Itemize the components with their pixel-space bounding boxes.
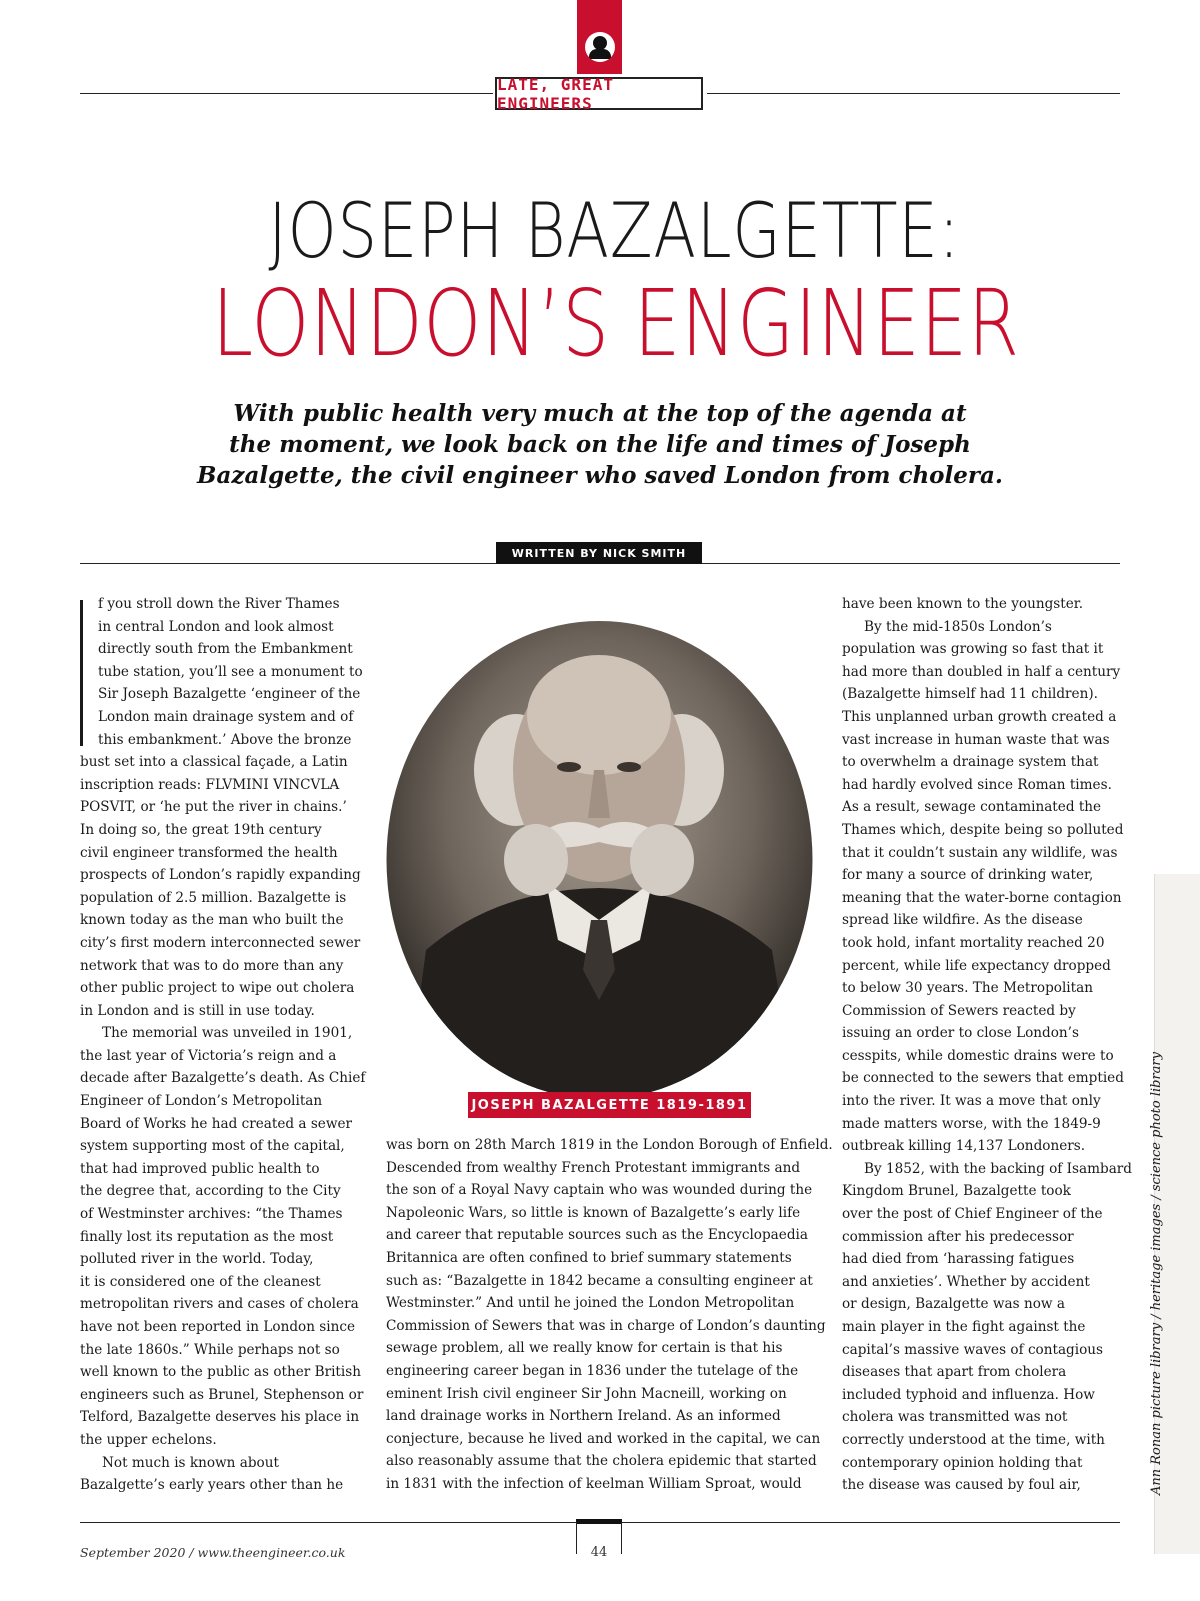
- text-line: Bazalgette’s early years other than he: [80, 1477, 344, 1494]
- text-line: the upper echelons.: [80, 1431, 217, 1448]
- text-line: f you stroll down the River Thames: [98, 596, 340, 612]
- text-line: This unplanned urban growth created a: [842, 708, 1117, 725]
- text-line: also reasonably assume that the cholera epidemic that started: [386, 1453, 817, 1470]
- standfirst-line: With public health very much at the top of the agenda at: [233, 400, 967, 427]
- text-line: London main drainage system and of: [98, 708, 354, 725]
- text-line: had more than doubled in half a century: [842, 663, 1121, 680]
- portrait-photo: [386, 620, 813, 1100]
- text-line: POSVIT, or ‘he put the river in chains.’: [80, 799, 347, 816]
- text-line: the son of a Royal Navy captain who was wounded during the: [386, 1182, 813, 1199]
- text-line: be connected to the sewers that emptied: [842, 1070, 1124, 1087]
- text-line: included typhoid and influenza. How: [842, 1386, 1095, 1403]
- text-line: had died from ‘harassing fatigues: [842, 1251, 1075, 1268]
- portrait-caption: JOSEPH BAZALGETTE 1819-1891: [468, 1092, 751, 1118]
- text-line: in 1831 with the infection of keelman William Sproat, would: [386, 1475, 802, 1492]
- portrait-eye-left: [557, 762, 581, 772]
- text-line: cesspits, while domestic drains were to: [842, 1047, 1114, 1064]
- text-line: civil engineer transformed the health: [80, 844, 338, 861]
- text-line: the degree that, according to the City: [80, 1183, 341, 1200]
- text-line: to overwhelm a drainage system that: [842, 754, 1099, 771]
- text-line: Telford, Bazalgette deserves his place in: [80, 1409, 360, 1426]
- text-line: have not been reported in London since: [80, 1319, 356, 1335]
- text-line: percent, while life expectancy dropped: [842, 957, 1111, 974]
- title-line-2: LONDON’S ENGINEER: [212, 270, 1020, 377]
- text-line: took hold, infant mortality reached 20: [842, 934, 1105, 951]
- text-line: (Bazalgette himself had 11 children).: [842, 686, 1098, 703]
- standfirst-line: Bazalgette, the civil engineer who saved London from cholera.: [197, 462, 1003, 489]
- text-line: in London and is still in use today.: [80, 1002, 315, 1019]
- text-line: finally lost its reputation as the most: [80, 1228, 334, 1245]
- text-line: of Westminster archives: “the Thames: [80, 1206, 343, 1223]
- text-line: system supporting most of the capital,: [80, 1138, 345, 1155]
- body-column-right: [842, 593, 1132, 1497]
- byline: WRITTEN BY NICK SMITH: [496, 542, 702, 564]
- text-line: population of 2.5 million. Bazalgette is: [80, 889, 347, 906]
- text-line: By 1852, with the backing of Isambard: [864, 1160, 1132, 1177]
- text-line: network that was to do more than any: [80, 957, 344, 974]
- text-line: to below 30 years. The Metropolitan: [842, 980, 1093, 997]
- text-line: capital’s massive waves of contagious: [842, 1341, 1104, 1358]
- text-line: land drainage works in Northern Ireland. As an informed: [386, 1408, 781, 1425]
- text-line: Not much is known about: [102, 1454, 279, 1471]
- text-line: commission after his predecessor: [842, 1228, 1074, 1245]
- text-line: contemporary opinion holding that: [842, 1454, 1083, 1471]
- text-line: such as: “Bazalgette in 1842 became a consulting engineer at: [386, 1272, 813, 1289]
- text-line: By the mid-1850s London’s: [864, 618, 1052, 635]
- text-line: that had improved public health to: [80, 1160, 320, 1177]
- text-line: prospects of London’s rapidly expanding: [80, 867, 361, 884]
- text-line: population was growing so fast that it: [842, 641, 1104, 658]
- text-line: the last year of Victoria’s reign and a: [80, 1047, 337, 1064]
- text-line: other public project to wipe out cholera: [80, 980, 355, 997]
- text-line: engineering career began in 1836 under the tutelage of the: [386, 1362, 799, 1379]
- header-rule-right: [707, 93, 1120, 94]
- text-line: eminent Irish civil engineer Sir John Macneill, working on: [386, 1385, 787, 1402]
- body-column-middle: [386, 1134, 833, 1496]
- text-line: and anxieties’. Whether by accident: [842, 1273, 1090, 1290]
- text-line: bust set into a classical façade, a Latin: [80, 754, 348, 771]
- text-line: for many a source of drinking water,: [842, 867, 1094, 884]
- text-line: sewage problem, all we really know for certain is that his: [386, 1340, 783, 1357]
- text-line: Britannica are often confined to brief summary statements: [386, 1249, 792, 1266]
- page-number: 44: [590, 1545, 608, 1560]
- body-column-left: [80, 593, 366, 1497]
- header-rule-left: [80, 93, 493, 94]
- portrait-beard-left: [504, 824, 568, 896]
- text-line: that it couldn’t sustain any wildlife, was: [842, 844, 1118, 861]
- text-line: conjecture, because he lived and worked in the capital, we can: [386, 1430, 821, 1447]
- text-line: this embankment.’ Above the bronze: [98, 731, 352, 748]
- text-line: correctly understood at the time, with: [842, 1431, 1105, 1448]
- text-line: main player in the fight against the: [842, 1319, 1086, 1335]
- text-line: cholera was transmitted was not: [842, 1409, 1068, 1426]
- text-line: The memorial was unveiled in 1901,: [102, 1025, 353, 1042]
- text-line: tube station, you’ll see a monument to: [98, 663, 363, 680]
- footer-issue-url: September 2020 / www.theengineer.co.uk: [80, 1545, 346, 1560]
- text-line: Sir Joseph Bazalgette ‘engineer of the: [98, 686, 361, 703]
- text-line: Westminster.” And until he joined the London Metropolitan: [386, 1295, 795, 1312]
- text-line: Kingdom Brunel, Bazalgette took: [842, 1183, 1071, 1200]
- text-line: Thames which, despite being so polluted: [842, 821, 1124, 838]
- text-line: known today as the man who built the: [80, 912, 344, 929]
- text-line: meaning that the water-borne contagion: [842, 889, 1122, 906]
- text-line: or design, Bazalgette was now a: [842, 1296, 1065, 1313]
- text-line: the late 1860s.” While perhaps not so: [80, 1341, 340, 1358]
- text-line: spread like wildfire. As the disease: [842, 912, 1083, 929]
- text-line: have been known to the youngster.: [842, 596, 1084, 612]
- title-line-1: JOSEPH BAZALGETTE:: [268, 186, 961, 275]
- text-line: well known to the public as other British: [80, 1364, 361, 1381]
- text-line: into the river. It was a move that only: [842, 1093, 1101, 1110]
- text-line: made matters worse, with the 1849-9: [842, 1115, 1101, 1132]
- text-line: polluted river in the world. Today,: [80, 1251, 314, 1268]
- text-line: diseases that apart from cholera: [842, 1364, 1067, 1381]
- standfirst: [180, 398, 1020, 491]
- text-line: issuing an order to close London’s: [842, 1025, 1079, 1042]
- portrait-eye-right: [617, 762, 641, 772]
- standfirst-line: the moment, we look back on the life and times of Joseph: [229, 431, 971, 458]
- text-line: directly south from the Embankment: [98, 641, 353, 658]
- text-line: had hardly evolved since Roman times.: [842, 776, 1112, 793]
- text-line: engineers such as Brunel, Stephenson or: [80, 1386, 364, 1403]
- silhouette-head: [593, 36, 607, 50]
- text-line: Descended from wealthy French Protestant immigrants and: [386, 1159, 801, 1176]
- text-line: outbreak killing 14,137 Londoners.: [842, 1138, 1086, 1155]
- text-line: Engineer of London’s Metropolitan: [80, 1093, 323, 1110]
- text-line: inscription reads: FLVMINI VINCVLA: [80, 776, 340, 793]
- text-line: Commission of Sewers reacted by: [842, 1002, 1076, 1019]
- text-line: metropolitan rivers and cases of cholera: [80, 1296, 359, 1313]
- text-line: decade after Bazalgette’s death. As Chief: [80, 1070, 366, 1087]
- portrait-beard-right: [630, 824, 694, 896]
- text-line: was born on 28th March 1819 in the London Borough of Enfield.: [386, 1137, 833, 1153]
- header-red-tab: [577, 0, 622, 74]
- section-label: LATE, GREAT ENGINEERS: [495, 77, 703, 110]
- text-line: and career that reputable sources such as the Encyclopaedia: [386, 1227, 808, 1244]
- silhouette-shoulders: [589, 49, 611, 59]
- photo-credit: Ann Ronan picture library / heritage images / science photo library: [1149, 1052, 1164, 1495]
- text-line: Board of Works he had created a sewer: [80, 1115, 353, 1132]
- text-line: vast increase in human waste that was: [842, 731, 1110, 748]
- text-line: Napoleonic Wars, so little is known of Bazalgette’s early life: [386, 1204, 801, 1221]
- text-line: over the post of Chief Engineer of the: [842, 1206, 1103, 1223]
- text-line: As a result, sewage contaminated the: [842, 799, 1102, 816]
- text-line: in central London and look almost: [98, 618, 334, 635]
- text-line: city’s first modern interconnected sewer: [80, 934, 361, 951]
- text-line: it is considered one of the cleanest: [80, 1273, 321, 1290]
- text-line: In doing so, the great 19th century: [80, 821, 322, 838]
- text-line: the disease was caused by foul air,: [842, 1477, 1081, 1494]
- portrait-forehead: [527, 655, 671, 775]
- text-line: Commission of Sewers that was in charge of London’s daunting: [386, 1317, 826, 1334]
